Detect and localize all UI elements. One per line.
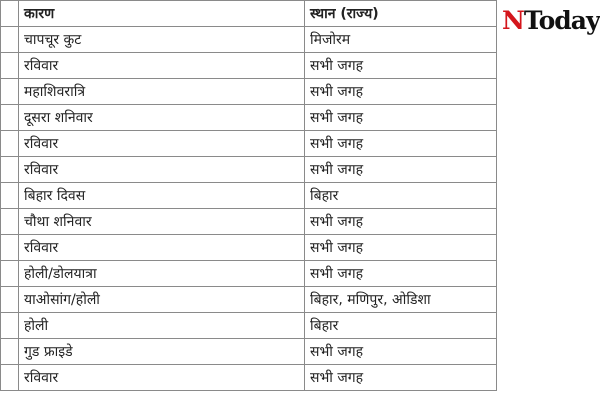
table-row [1,339,600,365]
date-cell [1,339,19,365]
reason-cell: दूसरा शनिवार [19,105,305,131]
blank-cell [497,183,600,209]
date-cell [1,79,19,105]
table-row [1,157,600,183]
logo-letter-n: N [502,6,524,35]
table-row [1,183,600,209]
date-cell [1,27,19,53]
date-column-header [1,1,19,27]
place-cell: सभी जगह [305,105,497,131]
place-cell: सभी जगह [305,339,497,365]
table-row [1,105,600,131]
date-cell [1,209,19,235]
blank-cell [497,313,600,339]
place-cell: सभी जगह [305,131,497,157]
date-cell [1,183,19,209]
reason-cell: रविवार [19,131,305,157]
place-column-header: स्थान (राज्य) [305,1,497,27]
reason-cell: होली [19,313,305,339]
table-row [1,313,600,339]
reason-cell: रविवार [19,365,305,391]
reason-cell: महाशिवरात्रि [19,79,305,105]
ntoday-logo [502,6,599,36]
blank-cell [497,365,600,391]
blank-cell [497,287,600,313]
date-cell [1,131,19,157]
place-cell: सभी जगह [305,53,497,79]
place-cell: बिहार, मणिपुर, ओडिशा [305,287,497,313]
blank-cell [497,235,600,261]
date-cell [1,365,19,391]
place-cell: सभी जगह [305,235,497,261]
date-cell [1,53,19,79]
table-row [1,365,600,391]
reason-column-header: कारण [19,1,305,27]
place-cell: सभी जगह [305,365,497,391]
table-row [1,261,600,287]
blank-cell [497,79,600,105]
blank-cell [497,339,600,365]
table-row [1,235,600,261]
date-cell [1,235,19,261]
date-cell [1,157,19,183]
reason-cell: चौथा शनिवार [19,209,305,235]
place-cell: सभी जगह [305,261,497,287]
table-row [1,79,600,105]
reason-cell: चापचूर कुट [19,27,305,53]
table-row [1,287,600,313]
date-cell [1,105,19,131]
reason-cell: बिहार दिवस [19,183,305,209]
logo-word-today: Today [523,6,600,35]
place-cell: मिजोरम [305,27,497,53]
place-cell: बिहार [305,183,497,209]
table-row [1,131,600,157]
blank-cell [497,261,600,287]
place-cell: सभी जगह [305,209,497,235]
date-cell [1,313,19,339]
reason-cell: रविवार [19,235,305,261]
place-cell: बिहार [305,313,497,339]
blank-cell [497,53,600,79]
blank-cell [497,157,600,183]
date-cell [1,261,19,287]
place-cell: सभी जगह [305,157,497,183]
date-cell [1,287,19,313]
blank-cell [497,131,600,157]
table-row [1,209,600,235]
reason-cell: याओसांग/होली [19,287,305,313]
reason-cell: गुड फ्राइडे [19,339,305,365]
reason-cell: रविवार [19,53,305,79]
table-row [1,53,600,79]
reason-cell: रविवार [19,157,305,183]
blank-cell [497,105,600,131]
blank-cell [497,209,600,235]
reason-cell: होली/डोलयात्रा [19,261,305,287]
place-cell: सभी जगह [305,79,497,105]
table-body [1,27,600,391]
